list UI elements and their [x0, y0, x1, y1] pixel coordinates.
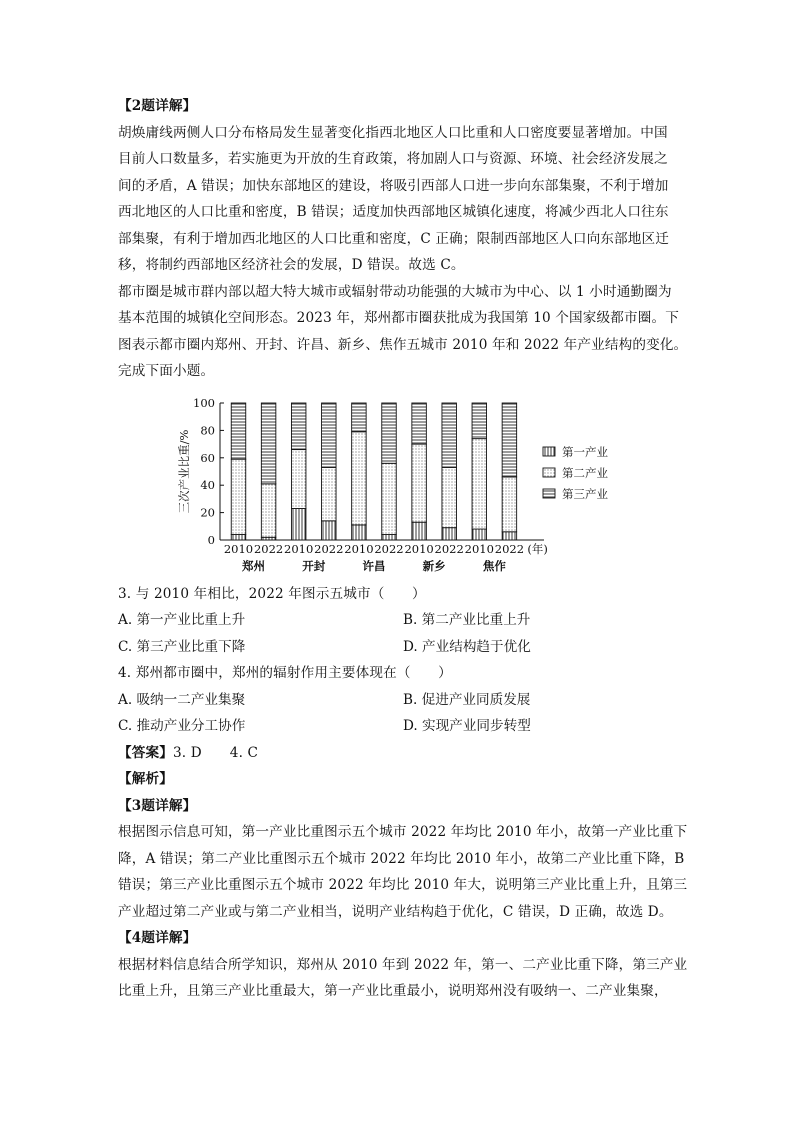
- material-intro: [118, 279, 688, 385]
- city-label: 开封: [302, 559, 326, 573]
- text-line: 产业超过第二产业或与第二产业相当，说明产业结构趋于优化，C 错误，D 正确，故选 D。: [118, 903, 673, 920]
- bar-segment-3: [442, 403, 457, 467]
- bar-segment-2: [472, 439, 487, 529]
- legend-swatch-2: [543, 468, 555, 477]
- q3-heading: 【3题详解】: [118, 797, 197, 814]
- x-tick-label: 2022: [314, 542, 344, 556]
- question-4-options-row-1: [118, 687, 684, 714]
- x-tick-label: 2010: [223, 542, 254, 556]
- y-tick-label: 80: [200, 423, 215, 438]
- bar-segment-3: [231, 403, 246, 459]
- text-line: 目前人口数量多，若实施更为开放的生育政策，将加剧人口与资源、环境、社会经济发展之: [118, 151, 668, 167]
- text-line: 基本范围的城镇化空间形态。2023 年，郑州都市圈获批成为我国第 10 个国家级都市圈。下: [118, 310, 679, 326]
- option-b: B. 促进产业同质发展: [403, 691, 531, 708]
- bar-segment-2: [231, 459, 246, 534]
- text-line: 完成下面小题。: [118, 363, 215, 379]
- text-line: 降，A 错误；第二产业比重图示五个城市 2022 年均比 2010 年小，故第二产业比重下降，B: [118, 850, 685, 867]
- option-c: C. 推动产业分工协作: [118, 718, 246, 734]
- bar-segment-1: [502, 532, 517, 540]
- x-unit-label: (年): [527, 542, 548, 556]
- question-3-options-row-2: [118, 634, 684, 661]
- q4-heading: 【4题详解】: [118, 930, 197, 946]
- x-tick-label: 2022: [253, 542, 284, 556]
- bar-segment-1: [352, 525, 367, 540]
- text-line: 根据材料信息结合所学知识，郑州从 2010 年到 2022 年，第一、二产业比重下降，第三产业: [118, 956, 688, 973]
- text-line: 移，将制约西部地区经济社会的发展，D 错误。故选 C。: [118, 257, 465, 273]
- text-line: 西北地区的人口比重和密度，B 错误；适度加快西部地区城镇化速度，将减少西北人口往东: [118, 204, 669, 220]
- x-tick-label: 2022: [374, 542, 404, 556]
- bar-segment-1: [382, 535, 397, 540]
- q2-heading: 【2题详解】: [118, 98, 197, 114]
- bar-segment-1: [322, 521, 337, 540]
- y-axis-label: 三次产业比重/%: [177, 429, 191, 514]
- text-line: 部集聚，有利于增加西北地区的人口比重和密度，C 正确；限制西部地区人口向东部地区迁: [118, 230, 670, 247]
- legend-label: 第三产业: [562, 487, 608, 501]
- bar-segment-3: [261, 403, 276, 484]
- city-label: 郑州: [242, 559, 266, 573]
- option-b: B. 第二产业比重上升: [403, 612, 531, 628]
- question-3-stem: 3. 与 2010 年相比，2022 年图示五城市（ ）: [118, 585, 426, 602]
- q2-explanation: [118, 120, 684, 279]
- x-tick-label: 2010: [344, 542, 374, 556]
- question-4-options-row-2: [118, 713, 684, 740]
- y-tick-label: 100: [193, 396, 215, 410]
- option-d: D. 产业结构趋于优化: [403, 638, 531, 655]
- option-a: A. 第一产业比重上升: [118, 612, 246, 628]
- bar-segment-2: [352, 432, 367, 525]
- x-tick-label: 2022: [434, 542, 464, 556]
- text-line: 根据图示信息可知，第一产业比重图示五个城市 2022 年均比 2010 年小，故第一产业比重下: [118, 824, 688, 840]
- analysis-heading: 【解析】: [118, 771, 173, 787]
- stacked-bar-chart: [172, 394, 608, 576]
- bar-segment-1: [291, 508, 306, 540]
- answer-line: [118, 740, 684, 767]
- bar-segment-1: [442, 528, 457, 540]
- option-c: C. 第三产业比重下降: [118, 638, 246, 655]
- legend-label: 第一产业: [562, 445, 608, 459]
- legend-swatch-1: [543, 447, 555, 456]
- question-3-options-row-1: [118, 607, 684, 634]
- bar-segment-3: [412, 403, 427, 444]
- bar-segment-1: [412, 522, 427, 540]
- answer-label: 【答案】: [118, 744, 173, 761]
- city-label: 许昌: [362, 559, 386, 573]
- text-line: 比重上升，且第三产业比重最大，第一产业比重最小，说明郑州没有吸纳一、二产业集聚，: [118, 983, 668, 999]
- text-line: 图表示都市圈内郑州、开封、许昌、新乡、焦作五城市 2010 年和 2022 年产业结构的变化。: [118, 336, 688, 353]
- q3-explanation: [118, 819, 688, 925]
- bar-segment-2: [382, 463, 397, 534]
- bar-segment-1: [472, 529, 487, 540]
- text-line: 间的矛盾，A 错误；加快东部地区的建设，将吸引西部人口进一步向东部集聚，不利于增加: [118, 177, 669, 194]
- legend-swatch-3: [543, 489, 555, 498]
- bar-segment-3: [322, 403, 337, 467]
- bar-segment-2: [412, 444, 427, 522]
- q4-explanation: [118, 952, 688, 1005]
- option-d: D. 实现产业同步转型: [403, 718, 531, 734]
- bar-segment-2: [322, 467, 337, 520]
- text-line: 胡焕庸线两侧人口分布格局发生显著变化指西北地区人口比重和人口密度要显著增加。中国: [118, 124, 668, 141]
- bar-segment-3: [382, 403, 397, 463]
- legend-label: 第二产业: [562, 466, 608, 480]
- bar-segment-1: [231, 535, 246, 540]
- x-tick-label: 2010: [404, 542, 434, 556]
- city-label: 焦作: [482, 559, 506, 573]
- question-4-stem: 4. 郑州都市圈中，郑州的辐射作用主要体现在（ ）: [118, 665, 452, 681]
- city-label: 新乡: [422, 559, 446, 573]
- y-tick-label: 40: [200, 478, 215, 493]
- bar-segment-2: [502, 477, 517, 532]
- bar-segment-3: [352, 403, 367, 432]
- text-line: 都市圈是城市群内部以超大特大城市或辐射带动功能强的大城市为中心、以 1 小时通勤圈为: [118, 283, 672, 300]
- x-tick-label: 2010: [284, 542, 314, 556]
- bar-segment-3: [502, 403, 517, 477]
- y-tick-label: 0: [207, 533, 215, 547]
- bar-segment-2: [261, 484, 276, 537]
- bar-segment-3: [291, 403, 306, 450]
- answer-3: 3. D: [172, 744, 202, 761]
- bar-segment-3: [472, 403, 487, 439]
- answer-4: 4. C: [229, 744, 259, 761]
- y-tick-label: 60: [200, 450, 215, 465]
- option-a: A. 吸纳一二产业集聚: [118, 691, 246, 708]
- bar-segment-2: [442, 467, 457, 527]
- x-tick-label: 2022: [494, 542, 525, 556]
- y-tick-label: 20: [200, 505, 215, 520]
- industry-structure-chart: [172, 394, 608, 576]
- bar-segment-2: [291, 450, 306, 509]
- text-line: 错误；第三产业比重图示五个城市 2022 年均比 2010 年大，说明第三产业比重上升，且第三: [118, 877, 688, 893]
- x-tick-label: 2010: [464, 542, 494, 556]
